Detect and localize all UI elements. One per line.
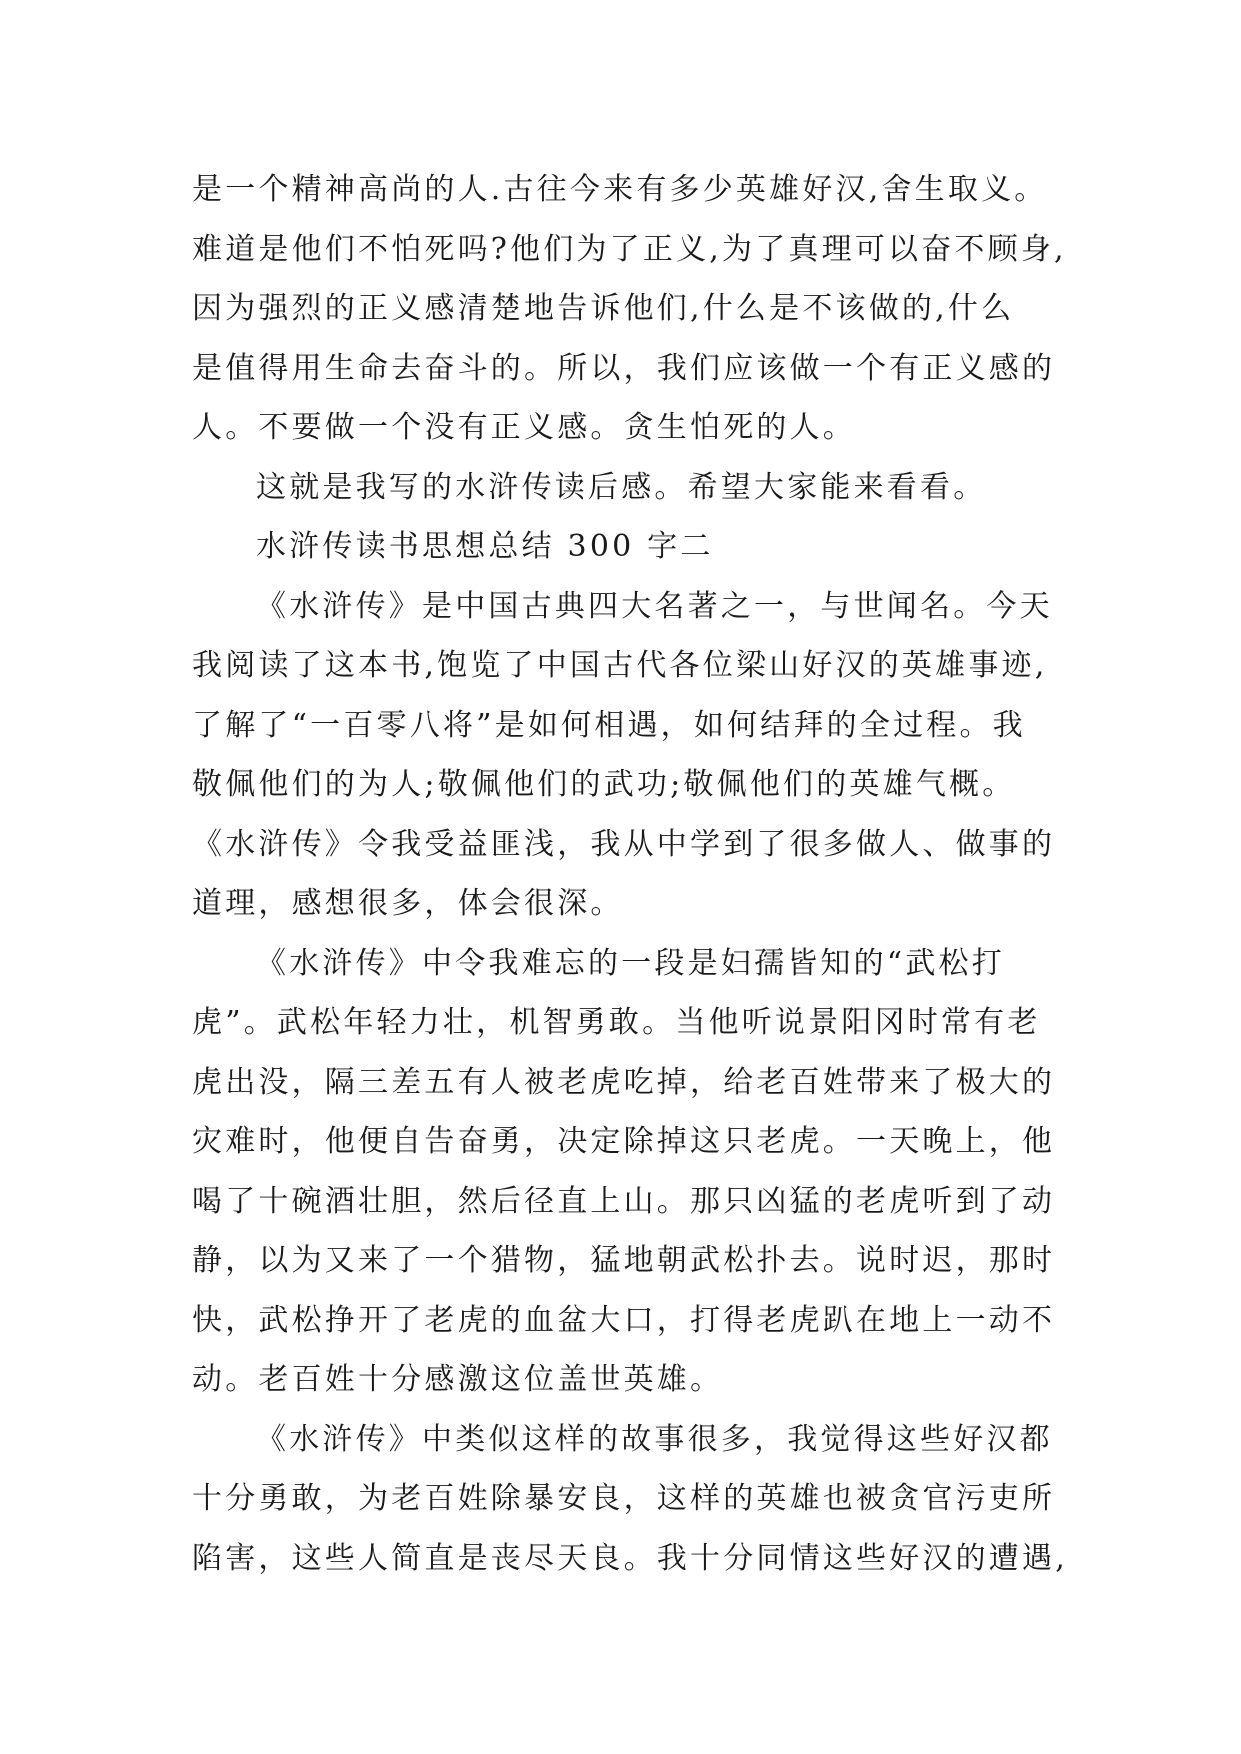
text-line: 灾难时，他便自告奋勇，决定除掉这只老虎。一天晚上，他 <box>192 1124 1056 1159</box>
text-line: 道理，感想很多，体会很深。 <box>192 886 624 921</box>
text-line: 虎”。武松年轻力壮，机智勇敢。当他听说景阳冈时常有老 <box>192 1005 1041 1040</box>
text-line: 快，武松挣开了老虎的血盆大口，打得老虎趴在地上一动不 <box>192 1302 1056 1338</box>
text-line: 敬佩他们的为人;敬佩他们的武功;敬佩他们的英雄气概。 <box>192 767 1016 802</box>
text-line: 动。老百姓十分感激这位盖世英雄。 <box>192 1362 724 1397</box>
text-line: 水浒传读书思想总结 300 字二 <box>256 529 714 564</box>
text-line: 虎出没，隔三差五有人被老虎吃掉，给老百姓带来了极大的 <box>192 1064 1056 1100</box>
text-line: 这就是我写的水浒传读后感。希望大家能来看看。 <box>256 469 987 505</box>
text-line: 我阅读了这本书,饱览了中国古代各位梁山好汉的英雄事迹, <box>192 648 1048 683</box>
text-line: 人。不要做一个没有正义感。贪生怕死的人。 <box>192 410 856 445</box>
text-line: 是一个精神高尚的人.古往今来有多少英雄好汉,舍生取义。 <box>192 172 1048 207</box>
text-line: 十分勇敢，为老百姓除暴安良，这样的英雄也被贪官污吏所 <box>192 1481 1056 1516</box>
text-line: 《水浒传》中令我难忘的一段是妇孺皆知的“武松打 <box>256 945 1005 981</box>
text-line: 是值得用生命去奋斗的。所以，我们应该做一个有正义感的 <box>192 350 1056 386</box>
text-line: 《水浒传》是中国古典四大名著之一，与世闻名。今天 <box>256 588 1053 624</box>
text-line: 难道是他们不怕死吗?他们为了正义,为了真理可以奋不顾身, <box>192 231 1067 267</box>
text-line: 了解了“一百零八将”是如何相遇，如何结拜的全过程。我 <box>192 707 1026 743</box>
text-line: 静，以为又来了一个猎物，猛地朝武松扑去。说时迟，那时 <box>192 1243 1056 1278</box>
text-line: 陷害，这些人简直是丧尽天良。我十分同情这些好汉的遭遇, <box>192 1540 1068 1576</box>
text-line: 喝了十碗酒壮胆，然后径直上山。那只凶猛的老虎听到了动 <box>192 1183 1056 1219</box>
text-line: 《水浒传》令我受益匪浅，我从中学到了很多做人、做事的 <box>192 826 1056 862</box>
document-body <box>192 160 1072 1588</box>
text-line: 《水浒传》中类似这样的故事很多，我觉得这些好汉都 <box>256 1421 1053 1457</box>
text-line: 因为强烈的正义感清楚地告诉他们,什么是不该做的,什么 <box>192 291 1015 326</box>
